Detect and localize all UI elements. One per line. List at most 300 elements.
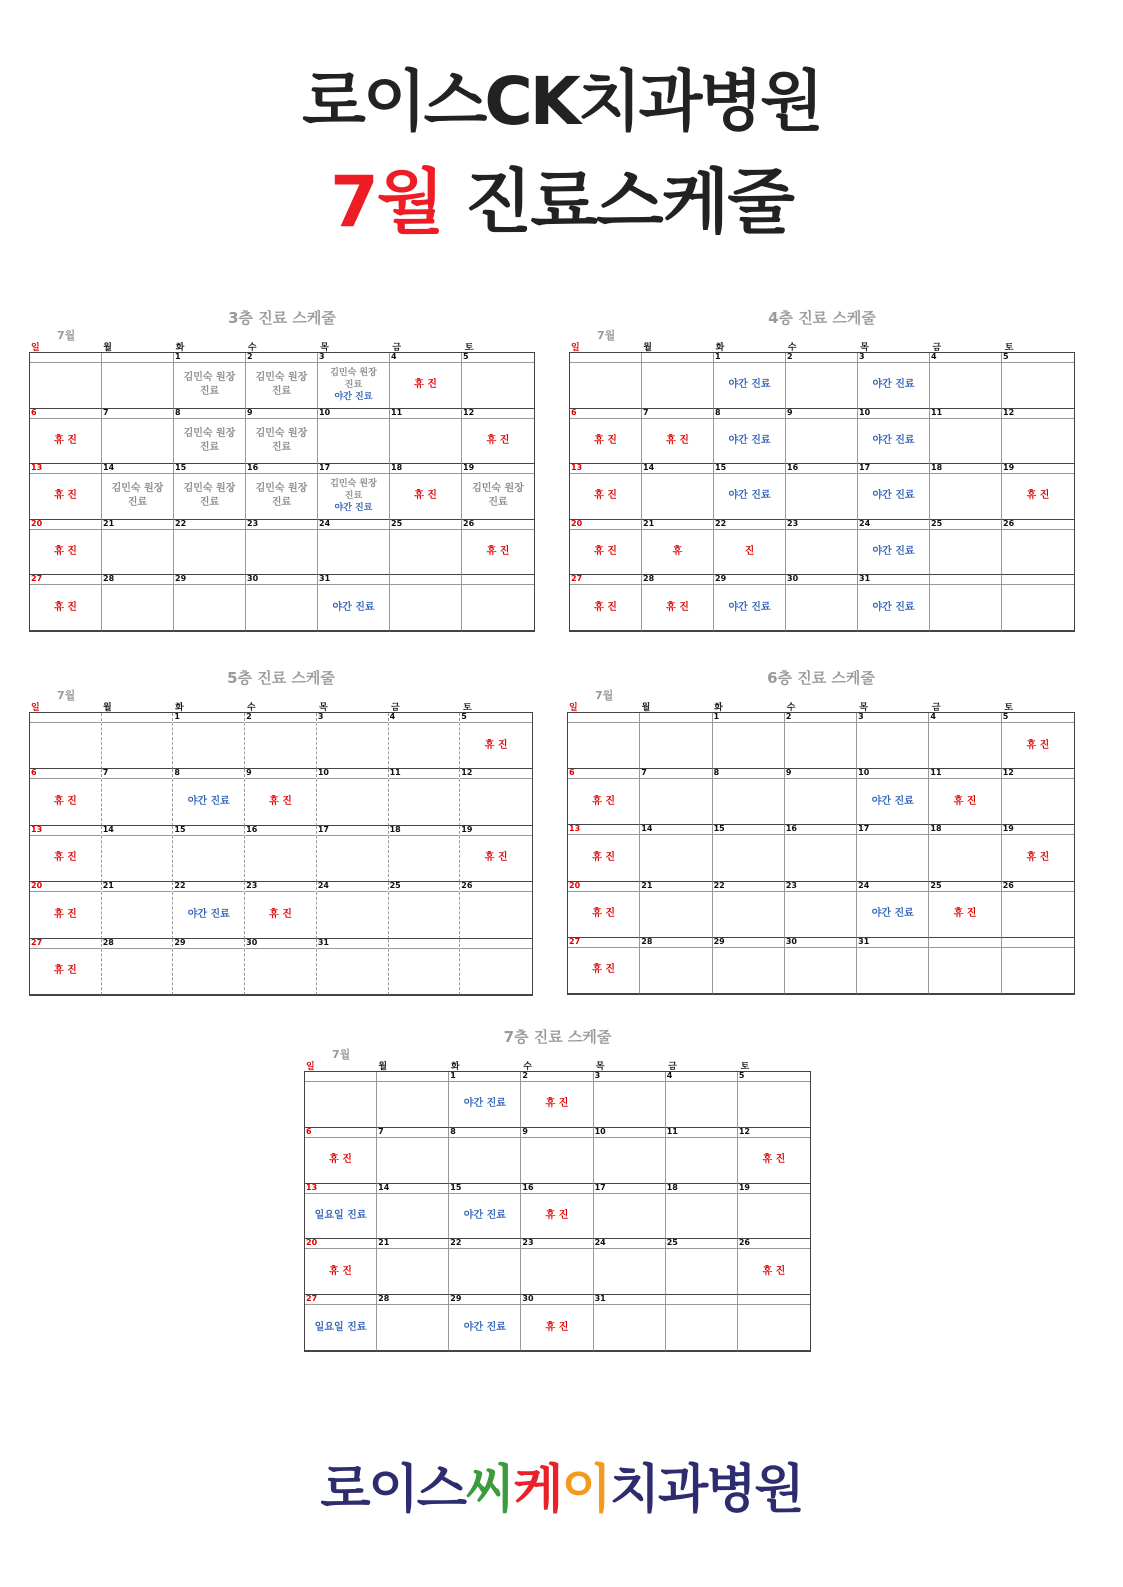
date-divider xyxy=(102,948,173,949)
day-number: 4 xyxy=(666,1071,673,1080)
day-number: 1 xyxy=(174,712,180,721)
date-divider xyxy=(1002,778,1074,779)
day-number: 21 xyxy=(641,880,653,890)
day-number: 8 xyxy=(713,768,720,778)
day-cell xyxy=(666,1239,738,1295)
weekday-label: 토 xyxy=(463,703,472,713)
date-divider xyxy=(785,778,856,779)
day-number: 26 xyxy=(1003,518,1015,528)
date-divider xyxy=(317,891,388,892)
day-cell xyxy=(173,769,245,825)
day-cell xyxy=(389,882,461,938)
event-text: 진료 xyxy=(344,491,363,502)
day-cell xyxy=(173,939,245,995)
day-number: 29 xyxy=(713,936,725,946)
date-divider xyxy=(173,722,244,723)
day-cell xyxy=(929,882,1001,938)
event-text: 휴 진 xyxy=(592,908,616,920)
event-text: 야간 진료 xyxy=(871,908,914,920)
day-events xyxy=(858,363,929,408)
day-number: 15 xyxy=(175,463,187,473)
day-number: 20 xyxy=(31,518,43,528)
calendar-title: 3층 진료 스케줄 xyxy=(228,309,336,327)
day-number: 25 xyxy=(666,1238,678,1248)
day-cell xyxy=(642,520,714,576)
date-divider xyxy=(785,834,856,835)
day-cell xyxy=(245,882,317,938)
day-number: 16 xyxy=(247,463,259,473)
weekday-label: 금 xyxy=(931,703,941,713)
day-cell xyxy=(858,464,930,520)
event-text: 휴 진 xyxy=(953,908,977,920)
day-number: 28 xyxy=(102,937,114,947)
day-cell xyxy=(1002,713,1074,769)
event-text: 휴 진 xyxy=(594,601,617,613)
weekday-label: 수 xyxy=(523,1062,532,1072)
day-cell xyxy=(857,825,929,881)
date-divider xyxy=(713,834,784,835)
day-number: 26 xyxy=(461,881,473,891)
day-cell xyxy=(462,353,534,409)
day-cell xyxy=(377,1295,449,1351)
day-number: 12 xyxy=(738,1126,750,1136)
date-divider xyxy=(929,834,1000,835)
day-events xyxy=(174,419,245,464)
day-events xyxy=(642,585,713,630)
date-divider xyxy=(594,1248,665,1249)
day-cell xyxy=(318,520,390,576)
weekday-label: 토 xyxy=(740,1062,750,1072)
day-cell xyxy=(102,520,174,576)
day-cell xyxy=(858,353,930,409)
day-number: 23 xyxy=(785,880,797,890)
day-events xyxy=(318,363,389,408)
day-number: 7 xyxy=(643,407,649,417)
weekday-label: 목 xyxy=(595,1062,605,1072)
calendar-grid xyxy=(567,712,1075,995)
day-number: 28 xyxy=(641,936,653,946)
day-events xyxy=(102,474,173,519)
day-cell xyxy=(738,1295,810,1351)
day-cell xyxy=(174,464,246,520)
weekday-label: 토 xyxy=(1004,343,1014,353)
weekday-label: 일 xyxy=(31,703,40,713)
day-number: 19 xyxy=(1002,824,1014,834)
day-number: 27 xyxy=(571,574,583,584)
event-text: 휴 진 xyxy=(269,796,292,808)
day-cell xyxy=(462,464,534,520)
day-number: 28 xyxy=(103,574,115,584)
day-number: 13 xyxy=(31,824,43,834)
event-text: 일요일 진료 xyxy=(314,1321,367,1333)
day-number: 30 xyxy=(246,937,258,947)
weekday-label: 월 xyxy=(103,703,112,713)
day-cell xyxy=(377,1184,449,1240)
month-label: 7월 xyxy=(332,1048,351,1061)
day-cell xyxy=(521,1239,593,1295)
day-cell xyxy=(174,409,246,465)
day-events xyxy=(305,1194,376,1239)
date-divider xyxy=(30,722,101,723)
day-events xyxy=(246,474,317,519)
day-cell xyxy=(30,409,102,465)
day-number: 28 xyxy=(643,574,655,584)
day-cell xyxy=(1002,938,1074,994)
event-text: 야간 진료 xyxy=(728,434,771,446)
day-events xyxy=(30,779,101,824)
event-text: 휴 진 xyxy=(545,1321,569,1333)
date-divider xyxy=(460,891,532,892)
footer-logo xyxy=(0,1460,1123,1520)
weekday-label: 수 xyxy=(247,703,256,713)
day-number: 1 xyxy=(175,352,181,361)
date-divider xyxy=(102,362,173,363)
day-events xyxy=(305,1138,376,1183)
event-text: 휴 진 xyxy=(594,434,617,446)
date-divider xyxy=(642,473,713,474)
day-number: 8 xyxy=(175,407,181,417)
day-cell xyxy=(30,575,102,631)
day-number: 10 xyxy=(858,768,870,778)
weekday-label: 화 xyxy=(175,343,185,353)
day-cell xyxy=(317,939,389,995)
event-text: 휴 진 xyxy=(545,1209,569,1221)
day-cell xyxy=(713,713,785,769)
day-events xyxy=(1002,474,1074,519)
event-text: 김민숙 원장 xyxy=(255,427,308,439)
date-divider xyxy=(1002,584,1074,585)
weekday-label: 월 xyxy=(378,1062,388,1072)
event-text: 휴 진 xyxy=(53,965,77,977)
month-label: 7월 xyxy=(595,689,614,702)
weekday-label: 화 xyxy=(715,343,725,353)
date-divider xyxy=(390,418,461,419)
day-number: 12 xyxy=(1002,768,1014,778)
day-number: 6 xyxy=(31,768,37,778)
date-divider xyxy=(786,584,857,585)
day-events xyxy=(30,419,101,464)
event-text: 김민숙 원장 xyxy=(111,483,164,495)
event-text: 휴 진 xyxy=(53,796,77,808)
date-divider xyxy=(102,722,173,723)
day-cell xyxy=(713,882,785,938)
day-number: 16 xyxy=(246,824,258,834)
day-number: 12 xyxy=(1003,407,1015,417)
day-number: 4 xyxy=(389,712,396,721)
day-events xyxy=(858,585,929,630)
day-number: 29 xyxy=(715,574,727,584)
date-divider xyxy=(594,1193,665,1194)
event-text: 진료 xyxy=(344,380,363,391)
event-text: 휴 진 xyxy=(1026,490,1050,502)
day-number: 20 xyxy=(569,880,581,890)
date-divider xyxy=(318,529,389,530)
day-number: 7 xyxy=(378,1126,384,1136)
event-text: 야간 진료 xyxy=(463,1321,506,1333)
day-events xyxy=(460,836,532,881)
day-number: 25 xyxy=(930,880,942,890)
day-cell xyxy=(570,520,642,576)
event-text: 휴 진 xyxy=(592,851,616,863)
day-cell xyxy=(102,713,174,769)
day-number: 31 xyxy=(858,936,870,946)
day-events xyxy=(738,1138,810,1183)
weekday-label: 일 xyxy=(306,1062,315,1072)
day-number: 13 xyxy=(306,1182,318,1192)
calendar-floor xyxy=(567,667,1075,995)
date-divider xyxy=(377,1081,448,1082)
day-cell xyxy=(713,769,785,825)
day-number: 26 xyxy=(463,518,475,528)
event-text: 김민숙 원장 xyxy=(472,483,524,495)
day-number: 19 xyxy=(738,1182,750,1192)
weekday-label: 목 xyxy=(859,703,868,713)
date-divider xyxy=(102,418,173,419)
calendar-title: 6층 진료 스케줄 xyxy=(767,669,875,687)
day-number: 16 xyxy=(787,463,799,473)
day-cell xyxy=(594,1184,666,1240)
date-divider xyxy=(317,722,388,723)
event-text: 휴 xyxy=(672,546,683,558)
event-text: 김민숙 원장 xyxy=(183,427,236,439)
day-number: 19 xyxy=(463,463,475,473)
day-events xyxy=(173,779,244,824)
event-text: 휴 진 xyxy=(592,795,616,807)
day-cell xyxy=(521,1295,593,1351)
day-number: 24 xyxy=(859,518,871,528)
day-cell xyxy=(449,1128,521,1184)
date-divider xyxy=(460,778,532,779)
day-events xyxy=(449,1305,520,1350)
day-cell xyxy=(930,520,1002,576)
day-number: 21 xyxy=(643,518,655,528)
day-cell xyxy=(246,464,318,520)
day-number: 8 xyxy=(715,407,721,417)
date-divider xyxy=(1002,891,1074,892)
logo-part-a: 로이스 xyxy=(320,1460,466,1520)
day-number: 14 xyxy=(641,824,653,834)
day-events xyxy=(390,474,461,519)
day-number: 13 xyxy=(571,463,583,473)
event-text: 진료 xyxy=(199,386,220,398)
day-number: 9 xyxy=(787,407,793,417)
day-number: 17 xyxy=(858,824,870,834)
day-cell xyxy=(246,520,318,576)
date-divider xyxy=(713,778,784,779)
day-cell xyxy=(714,409,786,465)
event-text: 휴 진 xyxy=(54,546,77,558)
day-cell xyxy=(786,575,858,631)
day-events xyxy=(305,1305,376,1350)
day-events xyxy=(521,1194,592,1239)
date-divider xyxy=(713,891,784,892)
day-cell xyxy=(305,1184,377,1240)
date-divider xyxy=(929,947,1000,948)
event-text: 휴 진 xyxy=(53,908,77,920)
date-divider xyxy=(317,835,388,836)
date-divider xyxy=(377,1193,448,1194)
day-cell xyxy=(714,520,786,576)
day-number: 24 xyxy=(858,880,870,890)
date-divider xyxy=(568,722,639,723)
day-events xyxy=(174,363,245,408)
day-events xyxy=(390,363,461,408)
event-text: 휴 진 xyxy=(594,546,617,558)
day-events xyxy=(570,474,641,519)
day-number: 6 xyxy=(569,768,575,778)
day-cell xyxy=(460,939,532,995)
day-number: 3 xyxy=(859,352,865,361)
date-divider xyxy=(640,722,711,723)
day-number: 16 xyxy=(522,1182,534,1192)
day-events xyxy=(858,530,929,575)
day-number: 11 xyxy=(931,407,943,417)
day-number: 27 xyxy=(306,1294,318,1304)
day-cell xyxy=(377,1072,449,1128)
calendar-floor xyxy=(304,1026,811,1352)
day-number: 29 xyxy=(175,574,187,584)
day-cell xyxy=(929,938,1001,994)
day-cell xyxy=(713,825,785,881)
date-divider xyxy=(738,1193,810,1194)
day-cell xyxy=(102,769,174,825)
day-number: 30 xyxy=(785,936,797,946)
day-number: 22 xyxy=(175,518,187,528)
day-events xyxy=(245,779,316,824)
day-cell xyxy=(389,713,461,769)
day-number: 4 xyxy=(391,352,397,361)
day-events xyxy=(246,363,317,408)
day-number: 2 xyxy=(785,712,792,721)
day-cell xyxy=(462,409,534,465)
day-events xyxy=(642,419,713,464)
weekday-label: 일 xyxy=(571,343,580,353)
day-cell xyxy=(666,1072,738,1128)
day-cell xyxy=(568,938,640,994)
day-cell xyxy=(594,1295,666,1351)
day-cell xyxy=(640,769,712,825)
day-number: 18 xyxy=(930,824,942,834)
event-text: 휴 진 xyxy=(54,434,77,446)
day-number: 20 xyxy=(31,881,43,891)
date-divider xyxy=(462,362,534,363)
day-cell xyxy=(642,353,714,409)
event-text: 야간 진료 xyxy=(334,503,373,514)
weekday-label: 토 xyxy=(1004,703,1014,713)
day-number: 29 xyxy=(450,1294,462,1304)
event-text: 김민숙 원장 xyxy=(183,372,236,384)
date-divider xyxy=(594,1304,665,1305)
day-cell xyxy=(462,575,534,631)
day-number: 12 xyxy=(463,407,475,417)
event-text: 야간 진료 xyxy=(463,1098,506,1110)
date-divider xyxy=(377,1304,448,1305)
date-divider xyxy=(174,584,245,585)
day-number: 22 xyxy=(713,880,725,890)
day-number: 14 xyxy=(643,463,655,473)
day-cell xyxy=(449,1239,521,1295)
day-number: 27 xyxy=(31,574,43,584)
date-divider xyxy=(449,1248,520,1249)
event-text: 야간 진료 xyxy=(872,490,915,502)
weekday-label: 화 xyxy=(714,703,723,713)
date-divider xyxy=(389,948,460,949)
calendar-floor xyxy=(29,307,535,632)
day-cell xyxy=(305,1128,377,1184)
day-cell xyxy=(246,575,318,631)
month-label: 7월 xyxy=(597,329,616,342)
day-cell xyxy=(102,353,174,409)
day-number: 6 xyxy=(571,407,577,417)
day-number: 21 xyxy=(103,518,115,528)
day-cell xyxy=(317,769,389,825)
day-events xyxy=(929,892,1000,937)
day-number: 1 xyxy=(713,712,720,721)
day-cell xyxy=(317,882,389,938)
calendar-floor xyxy=(29,667,533,996)
weekday-label: 월 xyxy=(641,703,651,713)
day-cell xyxy=(738,1128,810,1184)
day-cell xyxy=(377,1239,449,1295)
day-cell xyxy=(786,409,858,465)
day-events xyxy=(858,474,929,519)
day-events xyxy=(318,474,389,519)
date-divider xyxy=(929,722,1000,723)
event-text: 진료 xyxy=(199,497,220,509)
title-month: 7월 xyxy=(330,161,443,243)
date-divider xyxy=(785,722,856,723)
event-text: 야간 진료 xyxy=(728,490,771,502)
date-divider xyxy=(786,473,857,474)
day-cell xyxy=(640,882,712,938)
day-number: 9 xyxy=(246,768,252,778)
day-events xyxy=(30,530,101,575)
day-cell xyxy=(858,520,930,576)
day-cell xyxy=(858,409,930,465)
day-number: 15 xyxy=(450,1182,462,1192)
day-cell xyxy=(857,713,929,769)
weekday-label: 월 xyxy=(103,343,112,353)
day-events xyxy=(857,779,928,824)
day-cell xyxy=(460,713,532,769)
day-cell xyxy=(568,825,640,881)
day-number: 10 xyxy=(319,407,331,417)
day-events xyxy=(462,530,534,575)
day-cell xyxy=(390,353,462,409)
date-divider xyxy=(570,362,641,363)
day-events xyxy=(305,1249,376,1294)
day-cell xyxy=(785,938,857,994)
date-divider xyxy=(666,1137,737,1138)
day-cell xyxy=(449,1295,521,1351)
day-events xyxy=(462,419,534,464)
calendar-grid xyxy=(29,352,535,632)
day-cell xyxy=(930,353,1002,409)
event-text: 야간 진료 xyxy=(728,379,771,391)
day-number: 18 xyxy=(389,824,401,834)
day-cell xyxy=(857,938,929,994)
weekday-label: 토 xyxy=(464,343,474,353)
calendar-grid xyxy=(569,352,1075,632)
day-cell xyxy=(102,882,174,938)
day-number: 9 xyxy=(522,1126,528,1136)
date-divider xyxy=(521,1137,592,1138)
event-text: 휴 진 xyxy=(54,601,77,613)
date-divider xyxy=(377,1137,448,1138)
event-text: 진료 xyxy=(271,441,292,453)
date-divider xyxy=(857,722,928,723)
day-cell xyxy=(666,1128,738,1184)
